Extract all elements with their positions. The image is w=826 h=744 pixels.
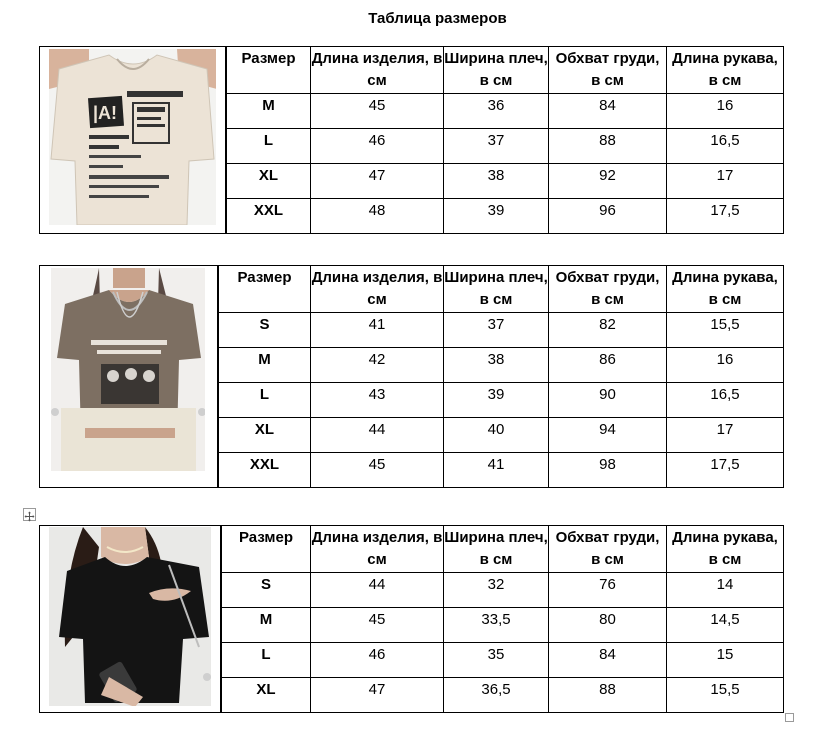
header-chest: Обхват груди, в см — [549, 526, 667, 572]
table-row — [222, 607, 784, 642]
size-label: L — [227, 128, 311, 163]
size-table-3 — [39, 525, 784, 713]
chest-cell: 86 — [549, 347, 667, 382]
table-row — [222, 572, 784, 607]
size-label: XXL — [227, 198, 311, 233]
sleeve-cell: 15,5 — [667, 677, 784, 712]
size-label: L — [219, 382, 311, 417]
sleeve-cell: 17 — [667, 417, 784, 452]
size-table — [221, 526, 783, 712]
shoulders-cell: 37 — [444, 128, 549, 163]
shoulders-cell: 38 — [444, 347, 549, 382]
shoulders-cell: 39 — [444, 382, 549, 417]
table-row — [222, 677, 784, 712]
header-shoulders: Ширина плеч, в см — [444, 47, 549, 93]
table-row — [227, 128, 784, 163]
size-table — [218, 266, 783, 487]
header-chest: Обхват груди, в см — [549, 47, 667, 93]
header-shoulders: Ширина плеч, в см — [444, 526, 549, 572]
shoulders-cell: 38 — [444, 163, 549, 198]
length-cell: 46 — [311, 642, 444, 677]
table-move-handle[interactable] — [23, 508, 36, 521]
size-table-2 — [39, 265, 784, 488]
chest-cell: 80 — [549, 607, 667, 642]
size-label: XL — [227, 163, 311, 198]
sleeve-cell: 14,5 — [667, 607, 784, 642]
size-label: XL — [219, 417, 311, 452]
shoulders-cell: 41 — [444, 452, 549, 487]
length-cell: 41 — [311, 312, 444, 347]
table-row — [219, 452, 784, 487]
header-sleeve: Длина рукава, в см — [667, 47, 784, 93]
shoulders-cell: 37 — [444, 312, 549, 347]
svg-text:|A!: |A! — [93, 103, 118, 123]
table-row — [219, 347, 784, 382]
shoulders-cell: 36 — [444, 93, 549, 128]
length-cell: 43 — [311, 382, 444, 417]
chest-cell: 98 — [549, 452, 667, 487]
header-length: Длина изделия, в см — [311, 526, 444, 572]
sleeve-cell: 14 — [667, 572, 784, 607]
header-shoulders: Ширина плеч, в см — [444, 266, 549, 312]
sleeve-cell: 16 — [667, 93, 784, 128]
shoulders-cell: 35 — [444, 642, 549, 677]
sleeve-cell: 16,5 — [667, 382, 784, 417]
chest-cell: 84 — [549, 642, 667, 677]
length-cell: 48 — [311, 198, 444, 233]
size-label: M — [219, 347, 311, 382]
product-photo-cell — [40, 47, 226, 233]
chest-cell: 92 — [549, 163, 667, 198]
chest-cell: 96 — [549, 198, 667, 233]
sleeve-cell: 17 — [667, 163, 784, 198]
table-row — [219, 382, 784, 417]
shoulders-cell: 32 — [444, 572, 549, 607]
size-label: XXL — [219, 452, 311, 487]
length-cell: 46 — [311, 128, 444, 163]
header-length: Длина изделия, в см — [311, 47, 444, 93]
table-row — [219, 417, 784, 452]
chest-cell: 88 — [549, 128, 667, 163]
shoulders-cell: 39 — [444, 198, 549, 233]
sleeve-cell: 15 — [667, 642, 784, 677]
table-row — [227, 198, 784, 233]
header-chest: Обхват груди, в см — [549, 266, 667, 312]
header-size: Размер — [219, 266, 311, 312]
length-cell: 44 — [311, 572, 444, 607]
chest-cell: 88 — [549, 677, 667, 712]
size-label: M — [227, 93, 311, 128]
header-sleeve: Длина рукава, в см — [667, 526, 784, 572]
chest-cell: 82 — [549, 312, 667, 347]
sleeve-cell: 15,5 — [667, 312, 784, 347]
chest-cell: 94 — [549, 417, 667, 452]
size-table-1 — [39, 46, 784, 234]
product-photo-cell — [40, 266, 218, 487]
document-title: Таблица размеров — [368, 10, 507, 27]
product-photo-black-tshirt — [49, 527, 211, 706]
length-cell: 42 — [311, 347, 444, 382]
chest-cell: 90 — [549, 382, 667, 417]
length-cell: 45 — [311, 93, 444, 128]
table-resize-handle[interactable] — [785, 713, 794, 722]
length-cell: 47 — [311, 677, 444, 712]
product-photo-cell — [40, 526, 221, 712]
table-row — [219, 312, 784, 347]
size-table — [226, 47, 783, 233]
size-label: S — [219, 312, 311, 347]
sleeve-cell: 17,5 — [667, 452, 784, 487]
size-label: M — [222, 607, 311, 642]
length-cell: 44 — [311, 417, 444, 452]
size-label: L — [222, 642, 311, 677]
sleeve-cell: 16,5 — [667, 128, 784, 163]
chest-cell: 76 — [549, 572, 667, 607]
shoulders-cell: 36,5 — [444, 677, 549, 712]
size-label: S — [222, 572, 311, 607]
shoulders-cell: 40 — [444, 417, 549, 452]
shoulders-cell: 33,5 — [444, 607, 549, 642]
length-cell: 47 — [311, 163, 444, 198]
chest-cell: 84 — [549, 93, 667, 128]
table-row — [227, 163, 784, 198]
length-cell: 45 — [311, 607, 444, 642]
length-cell: 45 — [311, 452, 444, 487]
header-sleeve: Длина рукава, в см — [667, 266, 784, 312]
size-label: XL — [222, 677, 311, 712]
sleeve-cell: 16 — [667, 347, 784, 382]
header-length: Длина изделия, в см — [311, 266, 444, 312]
product-photo-beige-tshirt — [49, 49, 216, 225]
product-photo-taupe-tshirt — [51, 268, 205, 471]
header-size: Размер — [222, 526, 311, 572]
header-size: Размер — [227, 47, 311, 93]
table-row — [227, 93, 784, 128]
sleeve-cell: 17,5 — [667, 198, 784, 233]
table-row — [222, 642, 784, 677]
